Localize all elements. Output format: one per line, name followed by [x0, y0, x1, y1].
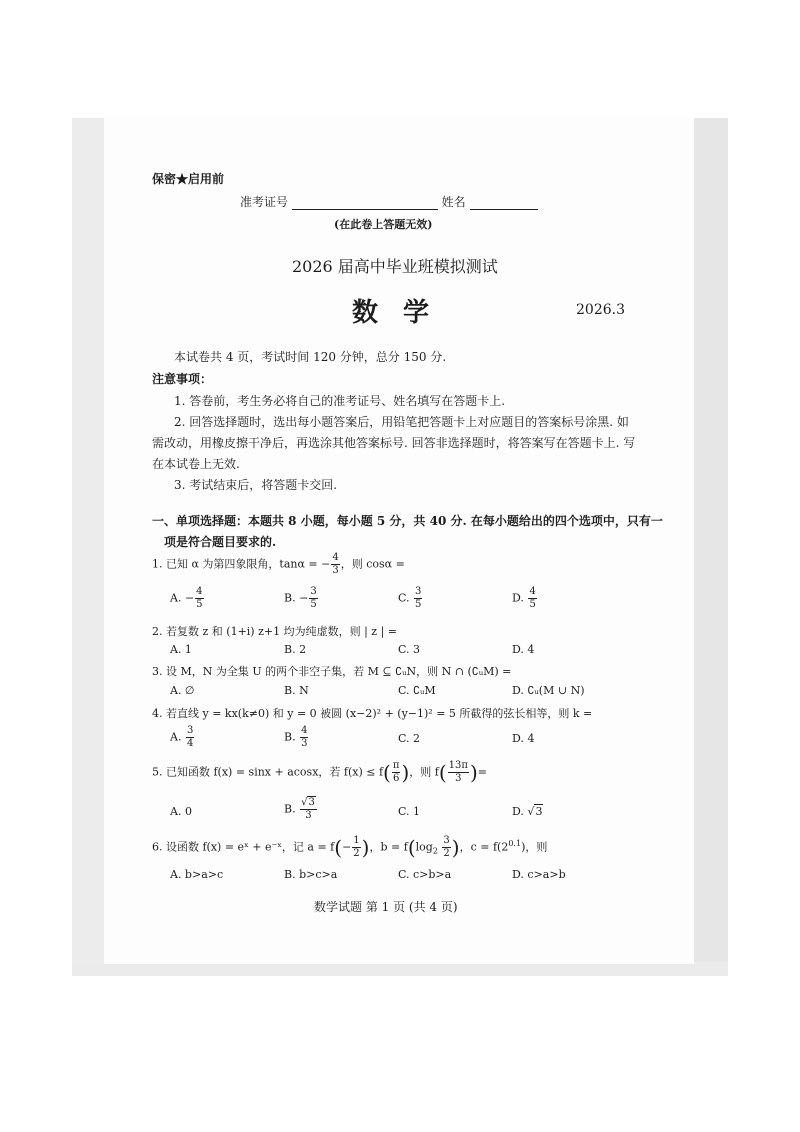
section1-heading-cont: 项是符合题目要求的. — [164, 535, 277, 549]
question-stem: ，则 cosα = — [340, 557, 405, 571]
exam-id-row — [240, 193, 538, 210]
page-footer: 数学试题 第 1 页 (共 4 页) — [314, 900, 458, 914]
question-5: 5. 已知函数 f(x) = sinx + acosx，若 f(x) ≤ f( $\frac{\pi}{6}$ )，则 f( $\frac{13\pi}{3}$ )= — [152, 760, 487, 785]
exam-id-label: 准考证号 — [240, 195, 289, 209]
option-a: A. 0 — [170, 805, 192, 818]
name-label: 姓名 — [441, 195, 466, 209]
option-d: D. 4 — [512, 643, 535, 656]
confidential-label: 保密★启用前 — [152, 172, 225, 186]
option-d: D. c>a>b — [512, 868, 566, 881]
notes-heading: 注意事项： — [152, 372, 213, 386]
option-b: B. − $\frac{3}{5}$ — [284, 586, 317, 610]
fraction: $\frac{4}{3}$ — [332, 552, 339, 576]
subject-title: 数 学 — [352, 298, 438, 328]
option-d: D. √3 — [512, 805, 543, 818]
question-6: 6. 设函数 f(x) = eˣ + e⁻ˣ，记 a = f(− $\frac{1}{2}$ )，$b = f(\log_2$ $\frac{3}{2}$ )，$c = f(2^{0.1})$，则 — [152, 835, 548, 860]
question-2: 2. 若复数 z 和 (1+i) z+1 均为纯虚数，则 | z | = — [152, 625, 398, 638]
option-a: A. 1 — [170, 643, 192, 656]
option-c: C. 1 — [398, 805, 421, 818]
option-c: C. 2 — [398, 732, 421, 745]
intro-text: 本试卷共 4 页，考试时间 120 分钟，总分 150 分. — [174, 350, 447, 364]
scan-shadow-left — [72, 118, 104, 973]
exam-title: 2026 届高中毕业班模拟测试 — [292, 257, 498, 276]
option-b: B. 2 — [284, 643, 307, 656]
option-a: A. − $\frac{4}{5}$ — [170, 586, 203, 610]
option-b: B. b>c>a — [284, 868, 338, 881]
question-stem: 1. 已知 α 为第四象限角，tanα = − — [152, 557, 331, 571]
option-d: D. ∁ᵤ(M ∪ N) — [512, 684, 585, 697]
note-item: 在本试卷上无效. — [152, 457, 240, 471]
option-d: D. $\frac{4}{5}$ — [512, 586, 536, 610]
invalid-note: (在此卷上答题无效) — [334, 218, 433, 231]
option-d: D. 4 — [512, 732, 535, 745]
scan-shadow-right — [694, 118, 728, 973]
note-item: 需改动，用橡皮擦干净后，再选涂其他答案标号. 回答非选择题时，将答案写在答题卡上. 写 — [152, 436, 636, 450]
exam-id-blank — [292, 195, 438, 210]
note-item: 3. 考试结束后，将答题卡交回. — [174, 478, 338, 492]
exam-date: 2026.3 — [576, 302, 625, 318]
name-blank — [470, 195, 538, 210]
option-a: A. b>a>c — [170, 868, 224, 881]
option-c: C. $\frac{3}{5}$ — [398, 586, 422, 610]
option-a: A. $\frac{3}{4}$ — [170, 725, 194, 749]
option-b: B. $\frac{√3}{3}$ — [284, 797, 315, 821]
option-c: C. ∁ᵤM — [398, 684, 436, 697]
scan-shadow-bottom — [72, 962, 728, 976]
question-3: 3. 设 M，N 为全集 U 的两个非空子集，若 M ⊆ ∁ᵤN，则 N ∩ (∁ᵤM) = — [152, 665, 512, 678]
option-b: B. $\frac{4}{3}$ — [284, 725, 308, 749]
question-4: 4. 若直线 y = kx(k≠0) 和 y = 0 被圆 (x−2)² + (y−1)² = 5 所截得的弦长相等，则 k = — [152, 707, 593, 720]
option-c: C. 3 — [398, 643, 421, 656]
option-c: C. c>b>a — [398, 868, 452, 881]
option-b: B. N — [284, 684, 309, 697]
note-item: 2. 回答选择题时，选出每小题答案后，用铅笔把答题卡上对应题目的答案标号涂黑. 如 — [174, 415, 629, 429]
option-a: A. ∅ — [170, 684, 195, 697]
section1-heading: 一、单项选择题：本题共 8 小题，每小题 5 分，共 40 分. 在每小题给出的四个选项中，只有一 — [152, 514, 663, 528]
question-1 — [152, 553, 405, 576]
note-item: 1. 答卷前，考生务必将自己的准考证号、姓名填写在答题卡上. — [174, 394, 506, 408]
